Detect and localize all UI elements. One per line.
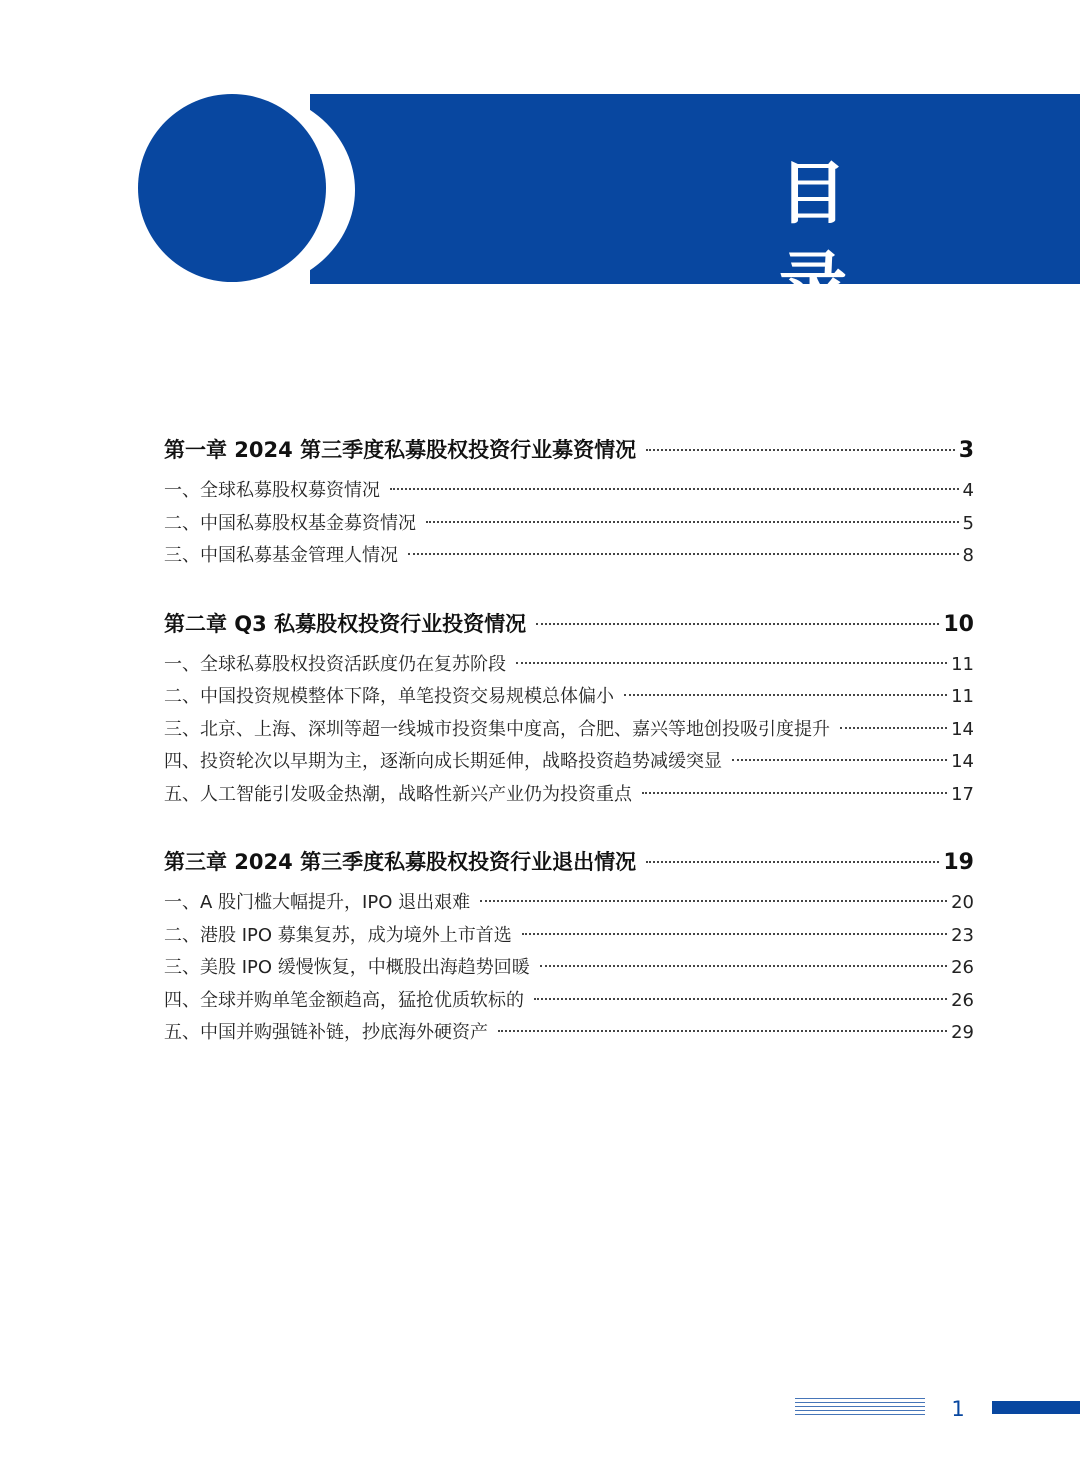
toc-entry[interactable] xyxy=(164,682,974,715)
toc-page-number: 23 xyxy=(951,924,974,946)
toc-entry-title: 三、美股 IPO 缓慢恢复，中概股出海趋势回暖 xyxy=(164,957,530,978)
toc-entry[interactable] xyxy=(164,650,974,683)
dot-leader xyxy=(534,998,947,1000)
dot-leader xyxy=(732,759,947,761)
toc-entry[interactable] xyxy=(164,509,974,542)
table-of-contents xyxy=(164,434,974,1051)
toc-page-number: 11 xyxy=(951,653,974,675)
toc-page-number: 14 xyxy=(951,718,974,740)
dot-leader xyxy=(642,792,947,794)
toc-page-number: 20 xyxy=(951,892,974,913)
dot-leader xyxy=(540,965,947,967)
toc-page-number: 19 xyxy=(943,850,974,875)
dot-leader xyxy=(646,449,955,451)
circle-decoration xyxy=(138,94,326,282)
toc-chapter-2[interactable] xyxy=(164,608,974,644)
dot-leader xyxy=(426,521,959,523)
toc-entry-title: 二、中国投资规模整体下降，单笔投资交易规模总体偏小 xyxy=(164,686,614,707)
page-number: 1 xyxy=(951,1397,965,1421)
toc-entry-title: 三、中国私募基金管理人情况 xyxy=(164,545,398,566)
toc-chapter-3[interactable] xyxy=(164,846,974,882)
page-title: 目 录 xyxy=(778,155,861,324)
toc-entry-title: 四、投资轮次以早期为主，逐渐向成长期延伸，战略投资趋势减缓突显 xyxy=(164,751,722,772)
toc-entry[interactable] xyxy=(164,780,974,813)
toc-page-number: 14 xyxy=(951,751,974,772)
toc-entry[interactable] xyxy=(164,921,974,954)
chapter-spacer xyxy=(164,812,974,846)
dot-leader xyxy=(646,861,939,863)
dot-leader xyxy=(624,694,947,696)
toc-entry[interactable] xyxy=(164,953,974,986)
footer-line-decoration xyxy=(795,1398,925,1416)
toc-entry-title: 一、全球私募股权投资活跃度仍在复苏阶段 xyxy=(164,653,506,675)
toc-page-number: 26 xyxy=(951,989,974,1011)
toc-entry[interactable] xyxy=(164,888,974,921)
dot-leader xyxy=(480,900,947,902)
toc-entry-title: 三、北京、上海、深圳等超一线城市投资集中度高，合肥、嘉兴等地创投吸引度提升 xyxy=(164,718,830,740)
dot-leader xyxy=(536,623,939,625)
dot-leader xyxy=(390,488,959,490)
footer-bar-decoration xyxy=(992,1401,1080,1414)
toc-page-number: 11 xyxy=(951,686,974,707)
toc-page-number: 4 xyxy=(962,480,974,501)
toc-entry-title: 二、港股 IPO 募集复苏，成为境外上市首选 xyxy=(164,924,512,946)
toc-page-number: 17 xyxy=(951,783,974,805)
toc-chapter-title: 第二章 Q3 私募股权投资行业投资情况 xyxy=(164,611,527,636)
toc-entry-title: 五、中国并购强链补链，抄底海外硬资产 xyxy=(164,1022,488,1043)
toc-page-number: 8 xyxy=(962,545,974,566)
toc-page-number: 10 xyxy=(943,611,974,637)
toc-entry[interactable] xyxy=(164,1018,974,1051)
toc-page-number: 26 xyxy=(951,957,974,978)
toc-chapter-title: 第三章 2024 第三季度私募股权投资行业退出情况 xyxy=(164,850,637,874)
dot-leader xyxy=(408,553,959,555)
toc-entry[interactable] xyxy=(164,541,974,574)
toc-entry[interactable] xyxy=(164,715,974,748)
toc-page-number: 5 xyxy=(962,512,974,534)
dot-leader xyxy=(522,933,947,935)
toc-chapter-title: 第一章 2024 第三季度私募股权投资行业募资情况 xyxy=(164,438,637,462)
dot-leader xyxy=(840,727,947,729)
toc-entry-title: 一、全球私募股权募资情况 xyxy=(164,480,380,501)
chapter-spacer xyxy=(164,574,974,608)
toc-entry-title: 五、人工智能引发吸金热潮，战略性新兴产业仍为投资重点 xyxy=(164,783,632,805)
toc-page-number: 29 xyxy=(951,1022,974,1043)
toc-entry[interactable] xyxy=(164,986,974,1019)
toc-entry-title: 四、全球并购单笔金额趋高，猛抢优质软标的 xyxy=(164,989,524,1011)
toc-entry-title: 一、A 股门槛大幅提升，IPO 退出艰难 xyxy=(164,892,471,913)
toc-entry[interactable] xyxy=(164,476,974,509)
toc-page-number: 3 xyxy=(958,438,974,463)
dot-leader xyxy=(498,1030,947,1032)
dot-leader xyxy=(516,662,947,664)
toc-chapter-1[interactable] xyxy=(164,434,974,470)
toc-entry-title: 二、中国私募股权基金募资情况 xyxy=(164,512,416,534)
header-banner xyxy=(310,94,1080,324)
toc-entry[interactable] xyxy=(164,747,974,780)
